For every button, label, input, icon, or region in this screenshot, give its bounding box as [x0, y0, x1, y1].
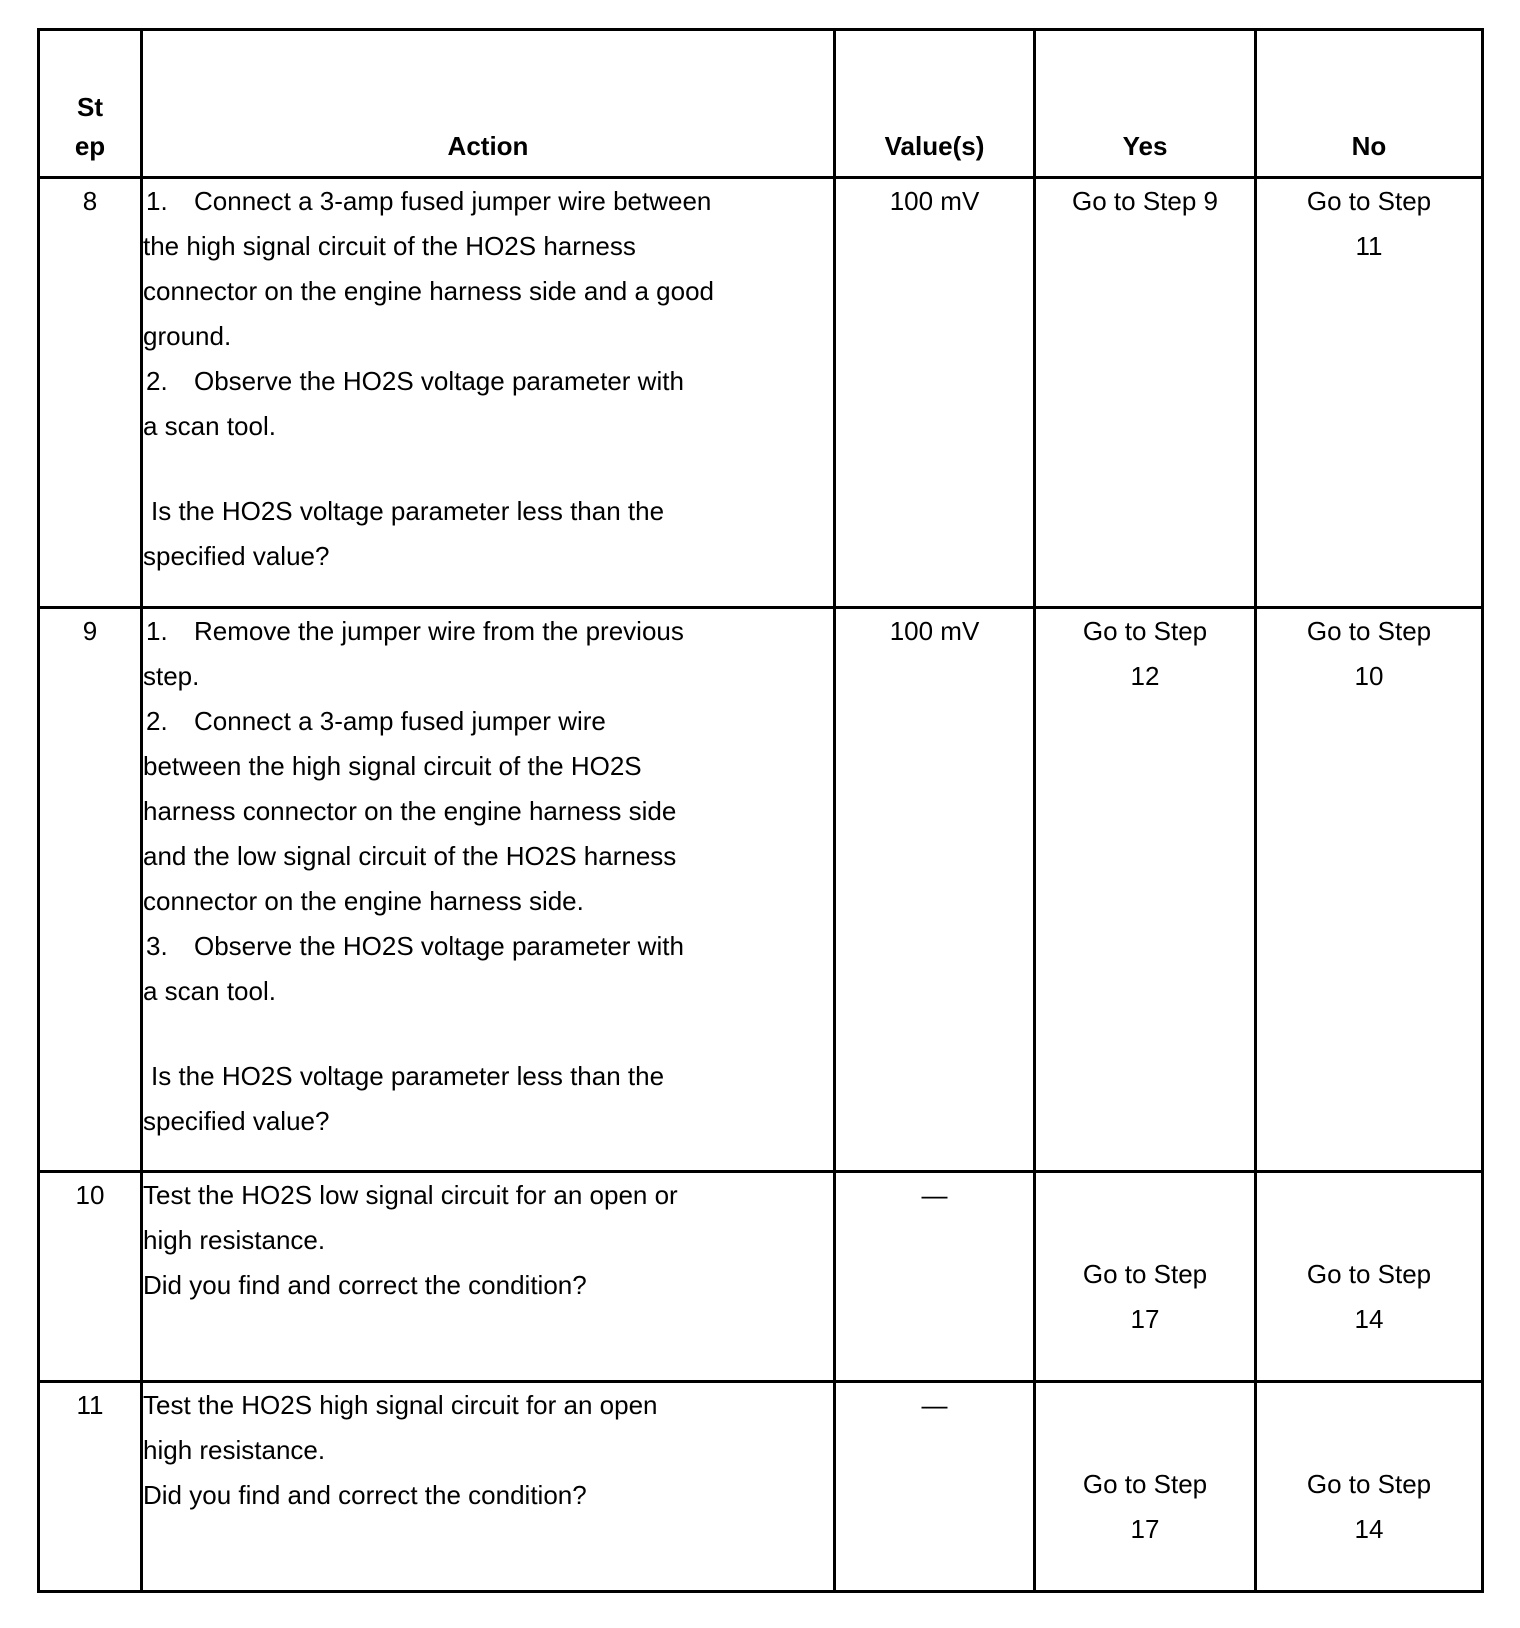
question-line: Is the HO2S voltage parameter less than the: [151, 1061, 665, 1091]
action-cell: [142, 1172, 835, 1382]
list-number: 2.: [146, 706, 168, 736]
action-line: Did you find and correct the condition?: [143, 1480, 587, 1510]
action-text: Observe the HO2S voltage parameter with: [194, 366, 684, 396]
no-text: Go to Step: [1306, 1258, 1432, 1289]
action-cell: [142, 608, 835, 1172]
table-header-row: [39, 30, 1483, 178]
no-step-number: 14: [1354, 1303, 1384, 1334]
value-cell: —: [835, 1172, 1035, 1382]
action-line: Did you find and correct the condition?: [143, 1270, 587, 1300]
step-number: 8: [39, 178, 142, 608]
action-line: [143, 699, 833, 744]
list-number: 2.: [146, 366, 168, 396]
action-line: high resistance.: [143, 1225, 326, 1255]
action-text: Connect a 3-amp fused jumper wire between: [194, 186, 712, 216]
yes-text: Go to Step: [1082, 1468, 1208, 1499]
action-text: Remove the jumper wire from the previous: [194, 616, 684, 646]
step-number: 10: [39, 1172, 142, 1382]
action-cell: [142, 1382, 835, 1592]
header-step-line2: ep: [74, 131, 106, 161]
no-cell: [1256, 178, 1483, 608]
action-line: harness connector on the engine harness side: [143, 796, 677, 826]
question-line: specified value?: [143, 1106, 330, 1136]
action-line: and the low signal circuit of the HO2S harness: [143, 841, 677, 871]
header-step-line1: St: [77, 92, 103, 122]
no-cell: [1256, 1172, 1483, 1382]
action-text: Connect a 3-amp fused jumper wire: [194, 706, 606, 736]
question-line: Is the HO2S voltage parameter less than the: [151, 496, 665, 526]
no-step-number: 11: [1355, 231, 1383, 261]
action-line: Test the HO2S high signal circuit for an open: [143, 1390, 658, 1420]
table-row: [39, 608, 1483, 1172]
list-number: 1.: [146, 616, 168, 646]
list-number: 3.: [146, 931, 168, 961]
action-line: Test the HO2S low signal circuit for an open or: [143, 1180, 678, 1210]
action-line: ground.: [143, 321, 232, 351]
question-line: specified value?: [143, 541, 330, 571]
no-cell: [1256, 1382, 1483, 1592]
table-row: [39, 1382, 1483, 1592]
action-line: a scan tool.: [143, 976, 276, 1006]
value-cell: —: [835, 1382, 1035, 1592]
yes-step-number: 17: [1130, 1303, 1160, 1334]
action-line: [143, 609, 833, 654]
yes-cell: [1035, 178, 1256, 608]
value-cell: 100 mV: [835, 608, 1035, 1172]
yes-cell: [1035, 1172, 1256, 1382]
diagnostic-table: [37, 28, 1484, 1593]
yes-text: Go to Step 9: [1072, 186, 1218, 216]
action-line: step.: [143, 661, 200, 691]
header-yes: Yes: [1035, 30, 1256, 178]
table-row: [39, 1172, 1483, 1382]
yes-text: Go to Step: [1082, 1258, 1208, 1289]
action-line: a scan tool.: [143, 411, 276, 441]
step-number: 9: [39, 608, 142, 1172]
action-line: high resistance.: [143, 1435, 326, 1465]
header-step: [39, 30, 142, 178]
no-text: Go to Step: [1306, 1468, 1432, 1499]
action-cell: [142, 178, 835, 608]
action-line: [143, 179, 833, 224]
yes-cell: [1035, 1382, 1256, 1592]
action-line: [143, 924, 833, 969]
action-line: [143, 359, 833, 404]
action-line: the high signal circuit of the HO2S harness: [143, 231, 636, 261]
step-number: 11: [39, 1382, 142, 1592]
no-step-number: 10: [1354, 661, 1384, 691]
action-line: connector on the engine harness side.: [143, 886, 584, 916]
no-step-number: 14: [1354, 1513, 1384, 1544]
yes-cell: [1035, 608, 1256, 1172]
header-values: Value(s): [835, 30, 1035, 178]
no-text: Go to Step: [1306, 186, 1432, 216]
yes-step-number: 12: [1130, 661, 1160, 691]
action-line: between the high signal circuit of the HO2S: [143, 751, 642, 781]
table-row: [39, 178, 1483, 608]
yes-step-number: 17: [1130, 1513, 1160, 1544]
yes-text: Go to Step: [1082, 616, 1208, 646]
list-number: 1.: [146, 186, 168, 216]
no-text: Go to Step: [1306, 616, 1432, 646]
action-text: Observe the HO2S voltage parameter with: [194, 931, 684, 961]
action-line: connector on the engine harness side and a good: [143, 276, 714, 306]
header-action: Action: [142, 30, 835, 178]
value-cell: 100 mV: [835, 178, 1035, 608]
no-cell: [1256, 608, 1483, 1172]
header-no: No: [1256, 30, 1483, 178]
